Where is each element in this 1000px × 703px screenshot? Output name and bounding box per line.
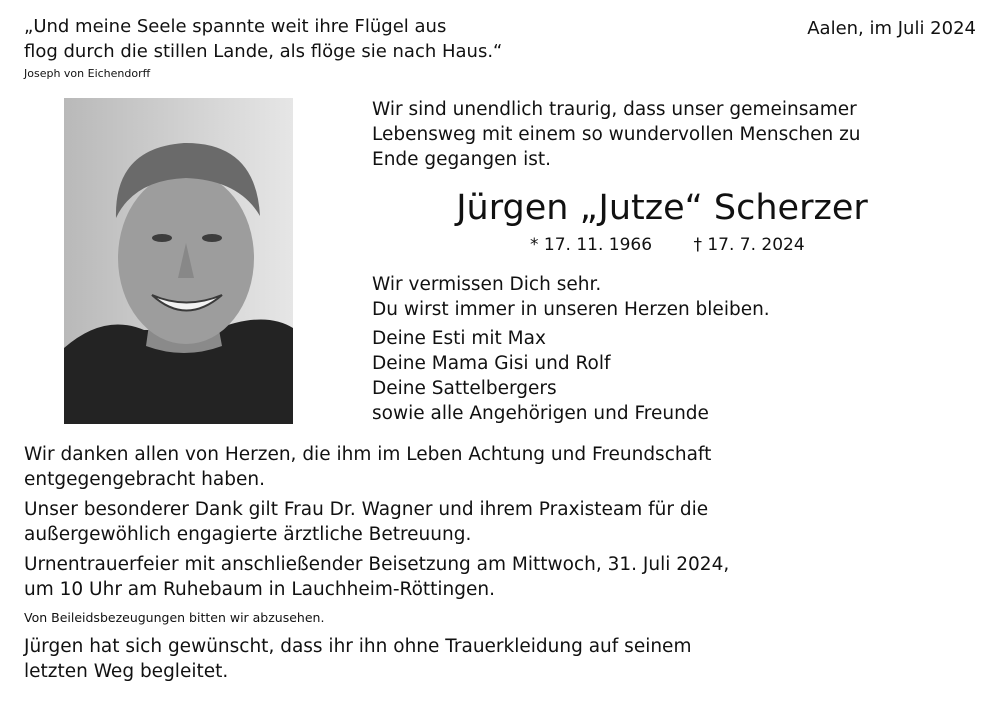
intro-text bbox=[372, 97, 982, 172]
place-date: Aalen, im Juli 2024 bbox=[807, 18, 976, 39]
dress-code-paragraph bbox=[24, 634, 691, 684]
miss-line: Wir vermissen Dich sehr. bbox=[372, 274, 602, 295]
life-dates bbox=[530, 235, 805, 255]
intro-line: Lebensweg mit einem so wundervollen Menschen zu bbox=[372, 124, 861, 145]
birth-date: * 17. 11. 1966 bbox=[530, 235, 653, 255]
intro-line: Ende gegangen ist. bbox=[372, 149, 551, 170]
quote bbox=[24, 14, 502, 64]
dress-code-line: letzten Weg begleitet. bbox=[24, 661, 229, 682]
condolence-note: Von Beileidsbezeugungen bitten wir abzusehen. bbox=[24, 610, 325, 625]
mourner: Deine Sattelbergers bbox=[372, 378, 557, 399]
mourner: sowie alle Angehörigen und Freunde bbox=[372, 403, 709, 424]
doctor-thanks-paragraph bbox=[24, 497, 708, 547]
miss-line: Du wirst immer in unseren Herzen bleiben. bbox=[372, 299, 770, 320]
quote-author: Joseph von Eichendorff bbox=[24, 67, 151, 80]
mourner: Deine Esti mit Max bbox=[372, 328, 546, 349]
mourners-list bbox=[372, 326, 709, 426]
funeral-info-line: um 10 Uhr am Ruhebaum in Lauchheim-Röttingen. bbox=[24, 579, 496, 600]
funeral-info-line: Urnentrauerfeier mit anschließender Beisetzung am Mittwoch, 31. Juli 2024, bbox=[24, 554, 730, 575]
dress-code-line: Jürgen hat sich gewünscht, dass ihr ihn ohne Trauerkleidung auf seinem bbox=[24, 636, 692, 657]
portrait-image bbox=[64, 98, 293, 424]
miss-text bbox=[372, 272, 770, 322]
thanks-line: Wir danken allen von Herzen, die ihm im Leben Achtung und Freundschaft bbox=[24, 444, 712, 465]
doctor-thanks-line: außergewöhlich engagierte ärztliche Betreuung. bbox=[24, 524, 472, 545]
mourner: Deine Mama Gisi und Rolf bbox=[372, 353, 611, 374]
intro-line: Wir sind unendlich traurig, dass unser gemeinsamer bbox=[372, 99, 857, 120]
thanks-line: entgegengebracht haben. bbox=[24, 469, 265, 490]
deceased-name: Jürgen „Jutze“ Scherzer bbox=[456, 188, 868, 228]
quote-line: „Und meine Seele spannte weit ihre Flügel aus bbox=[24, 16, 447, 37]
portrait-photo bbox=[64, 98, 293, 424]
quote-line: flog durch die stillen Lande, als flöge sie nach Haus.“ bbox=[24, 41, 503, 62]
funeral-info-paragraph bbox=[24, 552, 729, 602]
doctor-thanks-line: Unser besonderer Dank gilt Frau Dr. Wagner und ihrem Praxisteam für die bbox=[24, 499, 709, 520]
death-date: † 17. 7. 2024 bbox=[693, 235, 805, 255]
thanks-paragraph bbox=[24, 442, 711, 492]
